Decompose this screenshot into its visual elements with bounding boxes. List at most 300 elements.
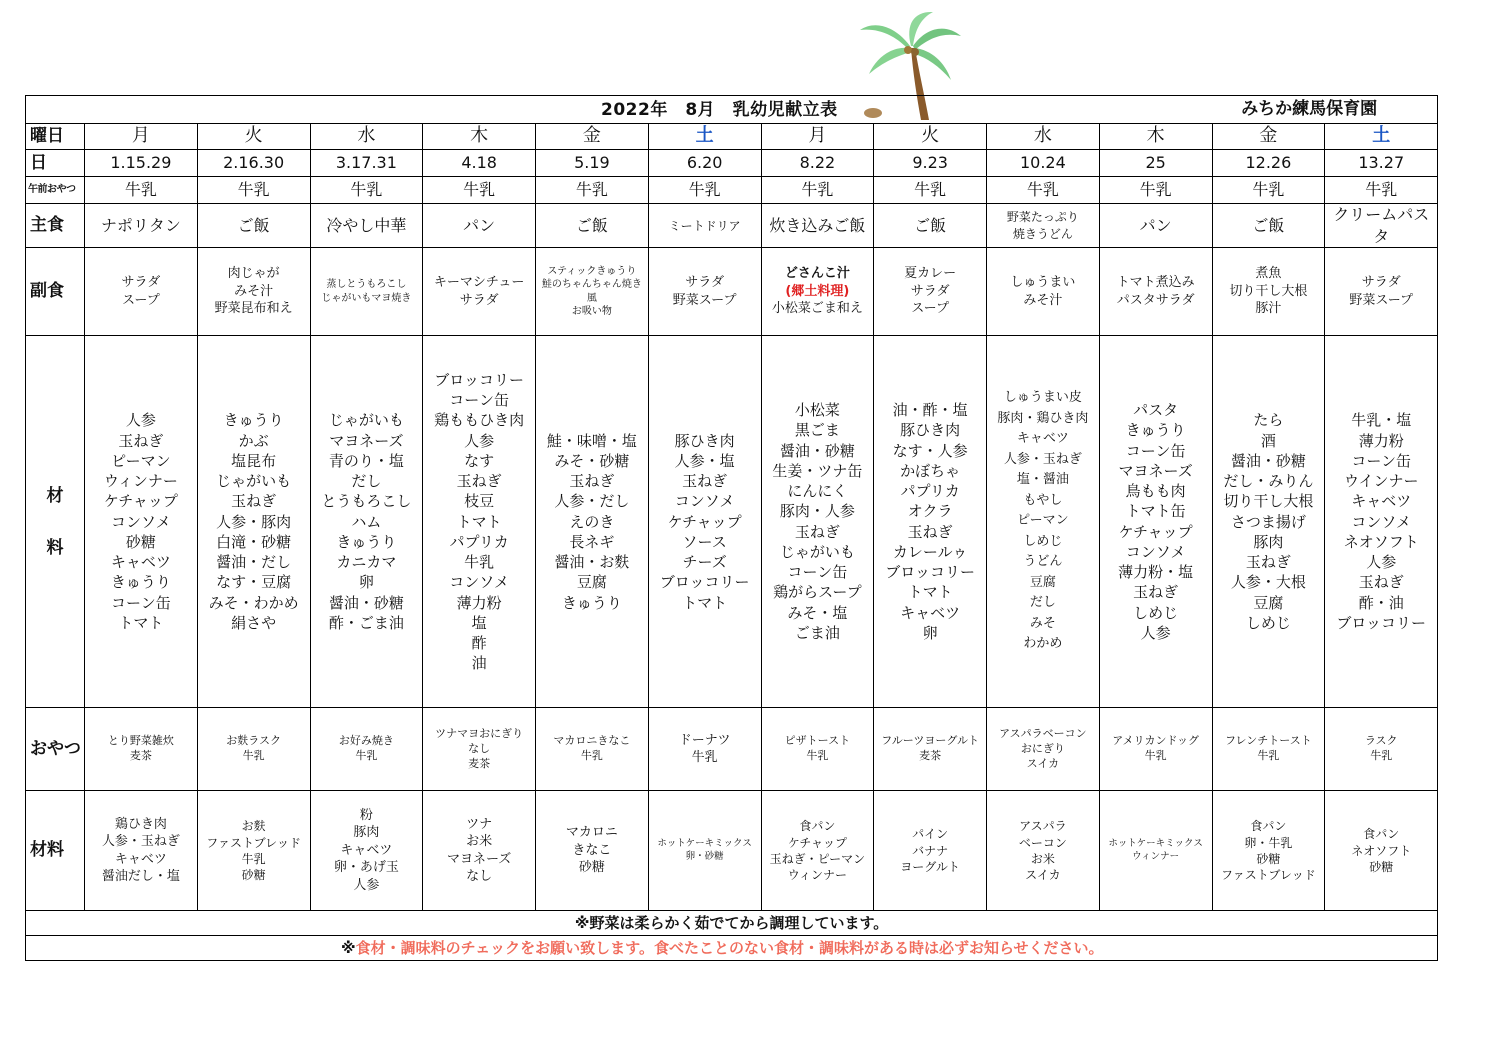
cell-line: ブロッコリー [434,370,524,389]
label-staple: 主食 [26,204,85,248]
side-cell [1212,248,1325,336]
am-snack-cell: 牛乳 [1212,177,1325,204]
cell-line: 豆腐 [576,573,607,592]
cell-line: 砂糖 [1256,851,1281,866]
cell-line: キャベツ [340,842,393,858]
staple-cell: ご飯 [874,204,987,248]
cell-line: どさんこ汁 [784,266,850,282]
cell-line: ウィンナー [103,472,178,491]
note-text: 食材・調味料のチェックをお願い致します。食べたことのない食材・調味料がある時は必ずお知らせください。 [355,939,1104,958]
cell-line: お吸い物 [571,306,612,318]
cell-line: 醤油・砂糖 [779,441,855,460]
cell-line: ネオソフト [1343,532,1419,551]
nursery-name: みちか練馬保育園 [1241,99,1378,119]
staple-cell: クリームパスタ [1325,204,1438,248]
staple-cell: ご飯 [536,204,649,248]
cell-line: アスパラ [1019,819,1067,834]
cell-line: コンソメ [111,512,171,531]
cell-line: スイカ [1025,867,1061,882]
cell-line: もやし [1023,492,1063,508]
cell-line: 切り干し大根 [1223,492,1314,511]
side-cell [761,248,874,336]
side-cell [536,248,649,336]
cell-line: かぼちゃ [900,461,961,480]
am-snack-cell: 牛乳 [648,177,761,204]
dow-cell: 月 [85,124,198,150]
cell-line: ホットケーキミックス [657,837,752,849]
cell-line: 酢 [471,634,487,653]
cell-line: 薄力粉 [456,593,502,612]
cell-line: しゅうまい皮 [1003,390,1082,406]
cell-line: コーン缶 [787,563,848,582]
cell-line: わかめ [1023,636,1063,652]
cell-line: トマト [682,593,728,612]
cell-line: 玉ねぎ [907,522,953,541]
cell-line: 牛乳 [1370,749,1393,763]
cell-line: 食パン [1363,827,1400,842]
label-day: 日 [26,150,85,177]
cell-line: 生姜・ツナ缶 [772,461,863,480]
ingredients-cell [874,336,987,708]
am-snack-cell: 牛乳 [423,177,536,204]
cell-line: マヨネーズ [1118,461,1193,480]
cell-line: 人参 [125,411,156,430]
cell-line: しめじ [1133,603,1179,622]
cell-line: 人参・塩 [674,451,735,470]
cell-line: ブロッコリー [885,563,975,582]
cell-line: (郷土料理) [785,283,850,299]
dow-cell: 土 [648,124,761,150]
cell-line: 鶏がらスープ [773,583,862,602]
staple-cell: 炊き込みご飯 [761,204,874,248]
cell-line: トマト [118,613,164,632]
cell-line: 人参 [353,878,380,893]
cell-line: じゃがいも [216,472,292,491]
cell-line: 麦茶 [129,749,152,763]
cell-line: コンソメ [449,573,509,592]
cell-line: トマト缶 [1125,502,1186,521]
cell-line: 人参・豚肉 [216,512,292,531]
ingredients-cell [197,336,310,708]
cell-line: 食パン [1250,819,1287,834]
staple-cell: ご飯 [1212,204,1325,248]
date-cell: 6.20 [648,150,761,177]
am-snack-cell: 牛乳 [874,177,987,204]
cell-line: ネオソフト [1351,843,1412,858]
cell-line: 人参・玉ねぎ [101,834,180,850]
cell-line: かぶ [238,431,269,450]
cell-line: だし・みりん [1223,472,1314,491]
cell-line: さつま揚げ [1230,512,1306,531]
cell-line: ソース [682,532,727,551]
snack-cell [1212,708,1325,791]
cell-line: 玉ねぎ [682,472,728,491]
side-cell [423,248,536,336]
am-snack-cell: 牛乳 [987,177,1100,204]
note-mark: ※ [341,939,356,958]
date-cell: 25 [1099,150,1212,177]
date-cell: 2.16.30 [197,150,310,177]
cell-line: 人参 [464,431,495,450]
dow-cell: 金 [1212,124,1325,150]
staple-cell [987,204,1100,248]
cell-line: キーマシチュー [433,275,525,291]
cell-line: きゅうり [1125,421,1186,440]
cell-line: きゅうり [336,532,397,551]
cell-line: 豚肉 [1253,532,1284,551]
cell-line: 卵 [922,623,938,642]
cell-line: 人参・大根 [1230,573,1306,592]
cell-line: 豚ひき肉 [900,421,961,440]
cell-line: お好み焼き [338,734,394,748]
snack-materials-cell [874,791,987,911]
date-cell: 12.26 [1212,150,1325,177]
cell-line: 牛乳 [580,749,603,763]
cell-line: ケチャップ [667,512,742,531]
cell-line: 豚肉・鶏ひき肉 [997,410,1089,426]
cell-line: 玉ねぎ [794,522,840,541]
cell-line: しゅうまい [1010,275,1076,291]
cell-line: 鶏ももひき肉 [434,411,525,430]
label-snack-materials: 材料 [26,791,85,911]
cell-line: 豚ひき肉 [674,431,735,450]
cell-line: アメリカンドッグ [1112,734,1200,748]
cell-line: キャベツ [900,603,961,622]
cell-line: サラダ [685,275,725,291]
cell-line: パプリカ [900,482,960,501]
cell-line: 醤油・砂糖 [328,593,404,612]
staple-cell: パン [423,204,536,248]
am-snack-cell: 牛乳 [197,177,310,204]
cell-line: ツナ [466,816,493,832]
cell-line: きゅうり [110,573,171,592]
cell-line: 鮭・味噌・塩 [546,431,637,450]
cell-line: コーン缶 [1351,451,1412,470]
am-snack-cell: 牛乳 [1099,177,1212,204]
cell-line: コンソメ [674,492,735,511]
label-ingredients [26,336,85,708]
date-cell: 13.27 [1325,150,1438,177]
cell-line: とり野菜雑炊 [107,734,174,748]
snack-cell [85,708,198,791]
cell-line: コーン缶 [1125,441,1186,460]
cell-line: マヨネーズ [329,431,404,450]
cell-line: みそ [1029,615,1056,631]
side-cell [1099,248,1212,336]
am-snack-cell: 牛乳 [85,177,198,204]
cell-line: 卵 [358,573,374,592]
staple-cell: パン [1099,204,1212,248]
cell-line: 白滝・砂糖 [216,532,292,551]
cell-line: じゃがいもマヨ焼き [321,292,412,304]
cell-line: 蒸しとうもろこし [326,279,407,291]
cell-line: お麩 [241,819,266,834]
dow-cell: 木 [423,124,536,150]
menu-table [25,95,1438,961]
cell-line: ベーコン [1018,835,1067,850]
snack-cell [648,708,761,791]
cell-line: 人参 [1366,553,1397,572]
cell-line: なし [466,869,493,885]
cell-line: だし [351,472,382,491]
cell-line: サラダ [459,292,499,308]
snack-materials-cell [536,791,649,911]
cell-line: 青のり・塩 [328,451,404,470]
cell-line: 牛乳 [806,749,829,763]
cell-line: コーン缶 [449,391,509,410]
side-cell [310,248,423,336]
cell-line: たら [1253,411,1284,430]
cell-line: ケチャップ [787,835,847,850]
cell-line: 豚肉 [353,825,380,841]
cell-line: キャベツ [1016,431,1069,447]
staple-cell: ナポリタン [85,204,198,248]
cell-line: 鶏ひき肉 [114,816,167,832]
cell-line: みそ汁 [234,283,274,299]
dow-cell: 水 [987,124,1100,150]
cell-line: ウィンナー [787,867,848,882]
cell-line: マカロニ [565,825,618,841]
cell-line: 人参 [1140,623,1171,642]
side-cell [874,248,987,336]
cell-line: ツナマヨおにぎり [435,726,524,740]
cell-line: 玉ねぎ [1133,583,1179,602]
cell-line: きなこ [572,842,612,858]
cell-line: キャベツ [1351,492,1412,511]
cell-line: 野菜スープ [672,292,737,308]
cell-line: 焼きうどん [1012,226,1073,241]
cell-line: フルーツヨーグルト [881,734,980,748]
snack-cell [310,708,423,791]
snack-cell [1099,708,1212,791]
staple-cell: 冷やし中華 [310,204,423,248]
cell-line: コンソメ [1351,512,1412,531]
cell-line: 豆腐 [1253,593,1284,612]
cell-line: 砂糖 [241,867,266,882]
cell-line: 麦茶 [468,756,491,770]
label-dow: 曜日 [26,124,85,150]
footer-note-2 [26,936,1438,961]
cell-line: お米 [1030,851,1055,866]
cell-line: 牛乳・塩 [1351,411,1412,430]
date-cell: 3.17.31 [310,150,423,177]
ingredients-cell [648,336,761,708]
cell-line: 醤油だし・塩 [101,869,180,885]
cell-line: ピーマン [111,451,171,470]
label-am-snack: 午前おやつ [26,177,85,204]
dow-cell: 金 [536,124,649,150]
cell-line: トマト [456,512,502,531]
cell-line: 薄力粉 [1358,431,1404,450]
cell-line: 野菜スープ [1349,292,1414,308]
snack-cell [536,708,649,791]
cell-line: なす [464,451,495,470]
cell-line: 塩昆布 [231,451,277,470]
cell-line: 牛乳 [241,851,266,866]
cell-line: ホットケーキミックス [1108,837,1203,849]
ingredients-cell [1212,336,1325,708]
cell-line: トマト [907,583,953,602]
cell-line: コンソメ [1125,542,1186,561]
side-cell [85,248,198,336]
cell-line: 人参・だし [554,492,630,511]
cell-line: ドーナツ [678,732,731,748]
cell-line: 絹さや [231,613,277,632]
label-snack: おやつ [26,708,85,791]
cell-line: 豚肉・人参 [779,502,855,521]
cell-line: ブロッコリー [1336,613,1427,632]
cell-line: なし [468,741,491,755]
cell-line: 玉ねぎ [569,472,615,491]
cell-line: 牛乳 [691,750,718,766]
label-line: 料 [46,537,64,558]
dow-cell: 木 [1099,124,1212,150]
cell-line: キャベツ [114,851,167,867]
cell-line: 切り干し大根 [1229,283,1308,299]
snack-materials-cell [423,791,536,911]
ingredients-cell [761,336,874,708]
cell-line: 醤油・だし [216,553,292,572]
snack-materials-cell [85,791,198,911]
dow-cell: 火 [197,124,310,150]
staple-cell: ご飯 [197,204,310,248]
cell-line: アスパラベーコン [999,726,1087,740]
date-cell: 5.19 [536,150,649,177]
cell-line: じゃがいも [779,542,855,561]
cell-line: 卵・砂糖 [685,850,724,862]
side-cell [1325,248,1438,336]
cell-line: スープ [122,292,160,308]
cell-line: 肉じゃが [227,266,280,282]
cell-line: 粉 [359,807,373,823]
cell-line: とうもろこし [321,492,412,511]
cell-line: 塩・醤油 [1016,472,1069,488]
cell-line: じゃがいも [328,411,404,430]
snack-cell [197,708,310,791]
cell-line: 卵・牛乳 [1244,835,1293,850]
cell-line: みそ・砂糖 [554,451,630,470]
cell-line: サラダ [1361,275,1401,291]
cell-line: 牛乳 [242,749,265,763]
cell-line: 玉ねぎ [118,431,164,450]
snack-materials-cell [197,791,310,911]
dow-cell: 月 [761,124,874,150]
cell-line: 油 [471,654,487,673]
cell-line: きゅうり [223,411,284,430]
cell-line: お米 [466,834,493,850]
page-title: 2022年 8月 乳幼児献立表 [601,100,838,120]
cell-line: みそ汁 [1023,292,1063,308]
date-cell: 10.24 [987,150,1100,177]
cell-line: ファストブレッド [1220,867,1316,882]
title-bar [26,96,1438,124]
cell-line: えのき [569,512,615,531]
cell-line: 野菜昆布和え [214,301,293,317]
cell-line: ウインナー [1343,472,1419,491]
cell-line: 夏カレー [904,266,957,282]
cell-line: ヨーグルト [900,859,960,874]
date-cell: 8.22 [761,150,874,177]
cell-line: 枝豆 [464,492,495,511]
cell-line: 豆腐 [1029,574,1056,590]
snack-cell [1325,708,1438,791]
cell-line: パスタ [1133,401,1179,420]
date-cell: 1.15.29 [85,150,198,177]
snack-cell [874,708,987,791]
cell-line: 玉ねぎ [231,492,277,511]
cell-line: 鳥もも肉 [1125,482,1186,501]
cell-line: 長ネギ [569,532,615,551]
side-cell [987,248,1100,336]
cell-line: お麩ラスク [226,734,281,748]
snack-cell [987,708,1100,791]
cell-line: カニカマ [336,553,397,572]
cell-line: マヨネーズ [446,851,512,867]
snack-cell [423,708,536,791]
cell-line: ごま油 [794,623,840,642]
menu-sheet [25,95,1437,961]
cell-line: 野菜たっぷり [1006,210,1079,225]
cell-line: 牛乳 [464,553,495,572]
snack-materials-cell [761,791,874,911]
cell-line: しめじ [1245,613,1291,632]
cell-line: 食パン [799,819,836,834]
dow-cell: 土 [1325,124,1438,150]
cell-line: 砂糖 [125,532,156,551]
snack-materials-cell [648,791,761,911]
dow-cell: 水 [310,124,423,150]
cell-line: パプリカ [449,532,509,551]
snack-materials-cell [1212,791,1325,911]
snack-cell [761,708,874,791]
am-snack-cell: 牛乳 [310,177,423,204]
ingredients-cell [85,336,198,708]
cell-line: ウィンナー [1132,850,1180,862]
cell-line: 玉ねぎ・ピーマン [769,851,866,866]
cell-line: 油・酢・塩 [892,401,968,420]
cell-line: おにぎり [1020,741,1065,755]
cell-line: オクラ [907,502,953,521]
footer-note-1: ※野菜は柔らかく茹でてから調理しています。 [26,911,1438,936]
am-snack-cell: 牛乳 [761,177,874,204]
cell-line: なす・人参 [892,441,968,460]
ingredients-cell [310,336,423,708]
cell-line: 塩 [471,613,487,632]
cell-line: 酢・ごま油 [328,613,404,632]
cell-line: コーン缶 [111,593,171,612]
cell-line: ピーマン [1017,513,1069,529]
snack-materials-cell [1099,791,1212,911]
cell-line: 玉ねぎ [1358,573,1404,592]
cell-line: 牛乳 [355,749,378,763]
cell-line: 黒ごま [794,421,840,440]
label-side: 副食 [26,248,85,336]
cell-line: なす・豆腐 [216,573,292,592]
staple-cell: ミートドリア [648,204,761,248]
cell-line: カレールゥ [892,542,968,561]
cell-line: みそ・わかめ [208,593,299,612]
am-snack-cell: 牛乳 [536,177,649,204]
cell-line: スティックきゅうり [547,265,637,277]
cell-line: 酢・油 [1358,593,1404,612]
cell-line: みそ・塩 [787,603,848,622]
cell-line: うどん [1023,554,1063,570]
side-cell [648,248,761,336]
cell-line: 牛乳 [1144,749,1167,763]
snack-materials-cell [987,791,1100,911]
cell-line: ファストブレッド [206,835,302,850]
date-cell: 4.18 [423,150,536,177]
